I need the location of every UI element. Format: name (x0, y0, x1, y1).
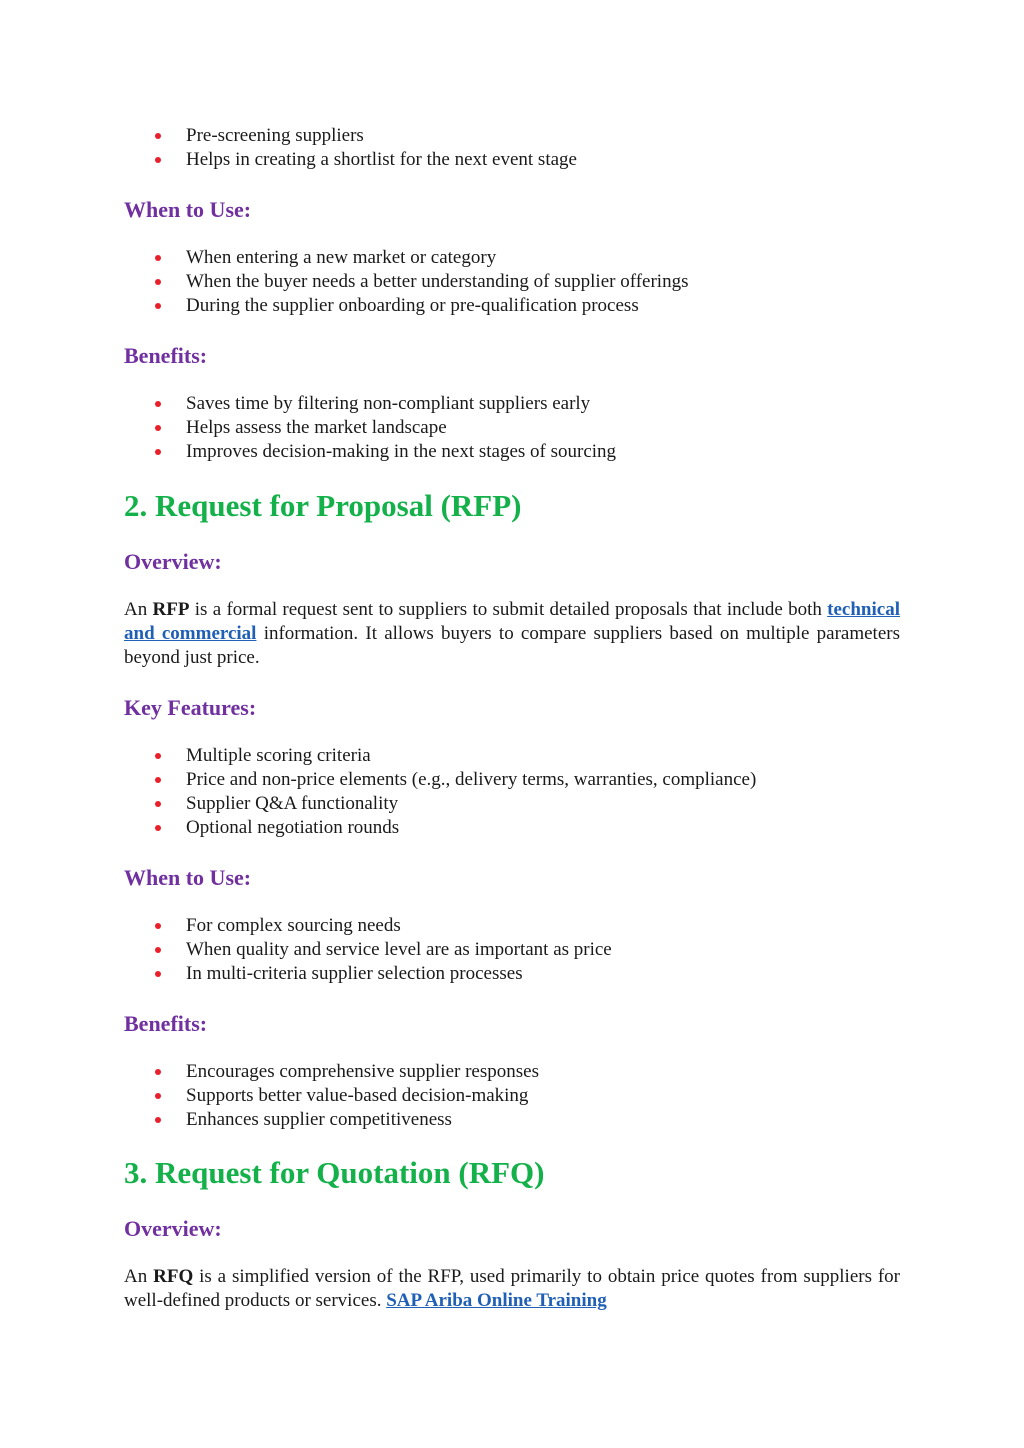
bullet-icon (155, 133, 161, 139)
rfp-features-heading: Key Features: (124, 695, 257, 720)
rfi-benefits-heading: Benefits: (124, 343, 208, 368)
rfi-benefits-list (124, 392, 900, 464)
list-item: Saves time by filtering non-compliant suppliers early (124, 392, 900, 416)
bullet-icon (155, 801, 161, 807)
bullet-icon (155, 777, 161, 783)
bullet-icon (155, 449, 161, 455)
list-item: Supports better value-based decision-making (124, 1084, 900, 1108)
rfq-section-title: 3. Request for Quotation (RFQ) (124, 1155, 545, 1190)
rfq-overview-paragraph: An RFQ is a simplified version of the RFP, used primarily to obtain price quotes from suppliers for well-defined products or services. SAP Ariba Online Training (124, 1266, 901, 1311)
list-item: Supplier Q&A functionality (124, 792, 900, 816)
rfp-section-title: 2. Request for Proposal (RFP) (124, 488, 522, 523)
bullet-icon (155, 947, 161, 953)
bullet-icon (155, 255, 161, 261)
rfq-overview-heading: Overview: (124, 1216, 222, 1241)
rfp-overview-heading: Overview: (124, 549, 222, 574)
rfp-benefits-list (124, 1060, 900, 1132)
rfp-overview-paragraph: An RFP is a formal request sent to suppliers to submit detailed proposals that include both technical and commercial information. It allows buyers to compare suppliers based on multiple parameters beyond just price. (124, 599, 900, 668)
list-item: Multiple scoring criteria (124, 744, 900, 768)
rfp-when-heading: When to Use: (124, 865, 252, 890)
list-item: Price and non-price elements (e.g., delivery terms, warranties, compliance) (124, 768, 900, 792)
bullet-icon (155, 753, 161, 759)
list-item: For complex sourcing needs (124, 914, 900, 938)
bullet-icon (155, 1093, 161, 1099)
list-item: Improves decision-making in the next stages of sourcing (124, 440, 900, 464)
bullet-icon (155, 923, 161, 929)
rfp-when-list (124, 914, 900, 986)
list-item: Pre-screening suppliers (124, 124, 900, 148)
list-item: Helps assess the market landscape (124, 416, 900, 440)
sap-ariba-training-link[interactable]: SAP Ariba Online Training (386, 1290, 607, 1311)
list-item: Helps in creating a shortlist for the next event stage (124, 148, 900, 172)
rfi-when-heading: When to Use: (124, 197, 252, 222)
bullet-icon (155, 1117, 161, 1123)
list-item: Encourages comprehensive supplier responses (124, 1060, 900, 1084)
bullet-icon (155, 971, 161, 977)
bullet-icon (155, 825, 161, 831)
rfi-when-list (124, 246, 900, 318)
list-item: When entering a new market or category (124, 246, 900, 270)
bullet-icon (155, 303, 161, 309)
technical-commercial-link[interactable]: technical and commercial (124, 599, 900, 644)
bullet-icon (155, 279, 161, 285)
bullet-icon (155, 1069, 161, 1075)
list-item: When the buyer needs a better understanding of supplier offerings (124, 270, 900, 294)
list-item: During the supplier onboarding or pre-qualification process (124, 294, 900, 318)
list-item: Enhances supplier competitiveness (124, 1108, 900, 1132)
rfp-features-list (124, 744, 900, 840)
bullet-icon (155, 425, 161, 431)
bullet-icon (155, 401, 161, 407)
bullet-icon (155, 157, 161, 163)
list-item: In multi-criteria supplier selection processes (124, 962, 900, 986)
top-bullet-list (124, 124, 900, 172)
rfp-benefits-heading: Benefits: (124, 1011, 208, 1036)
list-item: When quality and service level are as important as price (124, 938, 900, 962)
list-item: Optional negotiation rounds (124, 816, 900, 840)
